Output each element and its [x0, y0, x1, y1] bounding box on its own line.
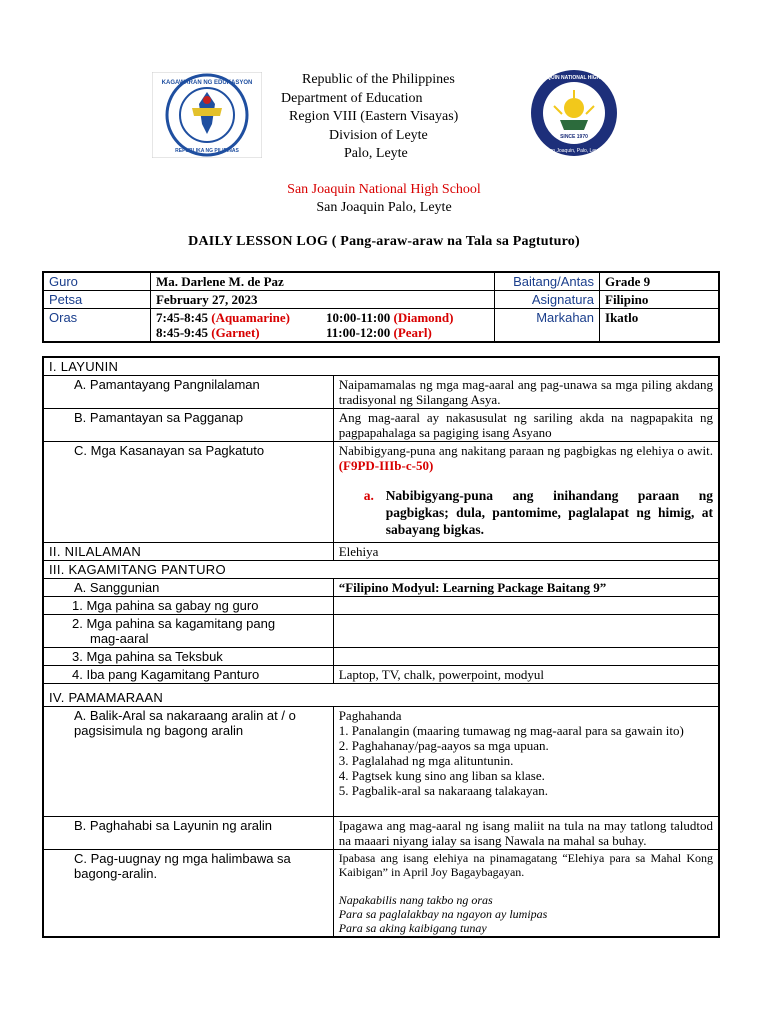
pamamaraan-c-cell: [333, 850, 719, 938]
paghahanda-step-2: 2. Paghahanay/pag-aayos sa mga upuan.: [338, 738, 549, 753]
school-address: San Joaquin Palo, Leyte: [316, 200, 452, 215]
oras-label: Oras: [43, 309, 150, 343]
pamamaraan-b-label: B. Paghahabi sa Layunin ng aralin: [43, 817, 333, 850]
layunin-c-text: Nabibigyang-puna ang nakitang paraan ng pagbigkas ng elehiya o awit.: [338, 443, 713, 458]
header-region: Region VIII (Eastern Visayas): [289, 109, 459, 124]
section-pamamaraan: IV. PAMAMARAAN: [43, 684, 719, 707]
kagamitan-item-1: 1. Mga pahina sa gabay ng guro: [43, 597, 333, 615]
paghahanda-step-1: 1. Panalangin (maaring tumawag ng mag-aaral para sa gawain ito): [338, 723, 684, 738]
layunin-c-code: (F9PD-IIIb-c-50): [338, 458, 434, 473]
markahan-value: Ikatlo: [600, 309, 719, 343]
paghahanda-step-4: 4. Pagtsek kung sino ang liban sa klase.: [338, 768, 545, 783]
school-ring-text: SAN JOAQUIN NATIONAL HIGH SCHOOL: [524, 75, 624, 81]
layunin-c-sub-text: Nabibigyang-puna ang inihandang paraan ng pagbigkas; dula, pantomime, paglalapat ng himig, at sabayang bigkas.: [385, 488, 713, 537]
petsa-value: February 27, 2023: [150, 291, 494, 309]
oras-time-1: 7:45-8:45: [155, 310, 208, 325]
oras-section-1: (Aquamarine): [211, 310, 290, 325]
pamamaraan-c-label: C. Pag-uugnay ng mga halimbawa sa bagong-aralin.: [43, 850, 333, 938]
school-name: San Joaquin National High School: [287, 182, 481, 197]
paghahanda-step-5: 5. Pagbalik-aral sa nakaraang talakayan.: [338, 783, 549, 798]
deped-bottom-text: REPUBLIKA NG PILIPINAS: [175, 148, 239, 154]
oras-section-4: (Pearl): [393, 325, 432, 340]
layunin-c-cell: [333, 442, 719, 543]
school-since-text: SINCE 1970: [560, 134, 588, 140]
section-layunin: I. LAYUNIN: [43, 357, 719, 376]
guro-value: Ma. Darlene M. de Paz: [150, 272, 494, 291]
oras-time-3: 8:45-9:45: [155, 325, 208, 340]
layunin-b-label: B. Pamantayan sa Pagganap: [43, 409, 333, 442]
oras-value: [150, 309, 494, 343]
oras-section-2: (Diamond): [393, 310, 454, 325]
kagamitan-item-4: 4. Iba pang Kagamitang Panturo: [43, 666, 333, 684]
kagamitan-item-4-value: Laptop, TV, chalk, powerpoint, modyul: [333, 666, 719, 684]
kagamitan-item-3: 3. Mga pahina sa Teksbuk: [43, 648, 333, 666]
deped-ring-text: KAGAWARAN NG EDUKASYON: [161, 80, 253, 86]
baitang-value: Grade 9: [600, 272, 719, 291]
layunin-c-sub-letter: a.: [363, 488, 374, 503]
baitang-label: Baitang/Antas: [495, 272, 600, 291]
kagamitan-item-2-value: [333, 615, 719, 648]
document-title: DAILY LESSON LOG ( Pang-araw-araw na Tala sa Pagtuturo): [188, 234, 580, 249]
kagamitan-item-2: [43, 615, 333, 648]
pamamaraan-c-text: Ipabasa ang isang elehiya na pinamagatang “Elehiya para sa Mahal Kong Kaibigan” in April Joy Bagaybagayan.: [338, 851, 713, 879]
paghahanda-heading: Paghahanda: [338, 708, 402, 723]
kagamitan-item-2-line1: 2. Mga pahina sa kagamitang pang: [72, 616, 276, 631]
header-republic: Republic of the Philippines: [302, 72, 455, 87]
kagamitan-item-3-value: [333, 648, 719, 666]
section-kagamitan: III. KAGAMITANG PANTURO: [43, 561, 719, 579]
oras-section-3: (Garnet): [211, 325, 260, 340]
poem-line-3: Para sa aking kaibigang tunay: [338, 921, 487, 935]
oras-time-4: 11:00-12:00: [325, 325, 391, 340]
paghahanda-step-3: 3. Paglalahad ng mga alituntunin.: [338, 753, 514, 768]
lesson-info-table: [42, 271, 720, 343]
asignatura-label: Asignatura: [495, 291, 600, 309]
poem-line-2: Para sa paglalakbay na ngayon ay lumipas: [338, 907, 548, 921]
asignatura-value: Filipino: [600, 291, 719, 309]
nilalaman-value: Elehiya: [333, 543, 719, 561]
deped-seal-logo: [152, 72, 262, 158]
header-town: Palo, Leyte: [344, 146, 408, 161]
header-department: Department of Education: [281, 91, 423, 106]
kagamitan-item-1-value: [333, 597, 719, 615]
markahan-label: Markahan: [495, 309, 600, 343]
layunin-a-label: A. Pamantayang Pangnilalaman: [43, 376, 333, 409]
header-division: Division of Leyte: [329, 128, 428, 143]
pamamaraan-a-label: A. Balik-Aral sa nakaraang aralin at / o pagsisimula ng bagong aralin: [43, 707, 333, 817]
lesson-plan-table: [42, 356, 720, 938]
pamamaraan-a-cell: [333, 707, 719, 817]
school-seal-logo: [524, 68, 624, 158]
layunin-c-label: C. Mga Kasanayan sa Pagkatuto: [43, 442, 333, 543]
pamamaraan-b-text: Ipagawa ang mag-aaral ng isang maliit na tula na may tatlong taludtod na maaari niyang ialay sa isang Nawala na mahal sa buhay.: [333, 817, 719, 850]
oras-time-2: 10:00-11:00: [325, 310, 391, 325]
school-bottom-text: San Joaquin, Palo, Leyte: [546, 148, 602, 154]
guro-label: Guro: [43, 272, 150, 291]
kagamitan-item-2-line2: mag-aaral: [90, 631, 149, 646]
poem-line-1: Napakabilis nang takbo ng oras: [338, 893, 493, 907]
layunin-a-text: Naipamamalas ng mga mag-aaral ang pag-unawa sa mga piling akdang tradisyonal ng Silangang Asya.: [333, 376, 719, 409]
layunin-b-text: Ang mag-aaral ay nakasusulat ng sariling akda na nagpapakita ng pagpapahalaga sa pagiging isang Asyano: [333, 409, 719, 442]
petsa-label: Petsa: [43, 291, 150, 309]
sanggunian-value: “Filipino Modyul: Learning Package Baitang 9”: [333, 579, 719, 597]
section-nilalaman: II. NILALAMAN: [43, 543, 333, 561]
sanggunian-label: A. Sanggunian: [43, 579, 333, 597]
